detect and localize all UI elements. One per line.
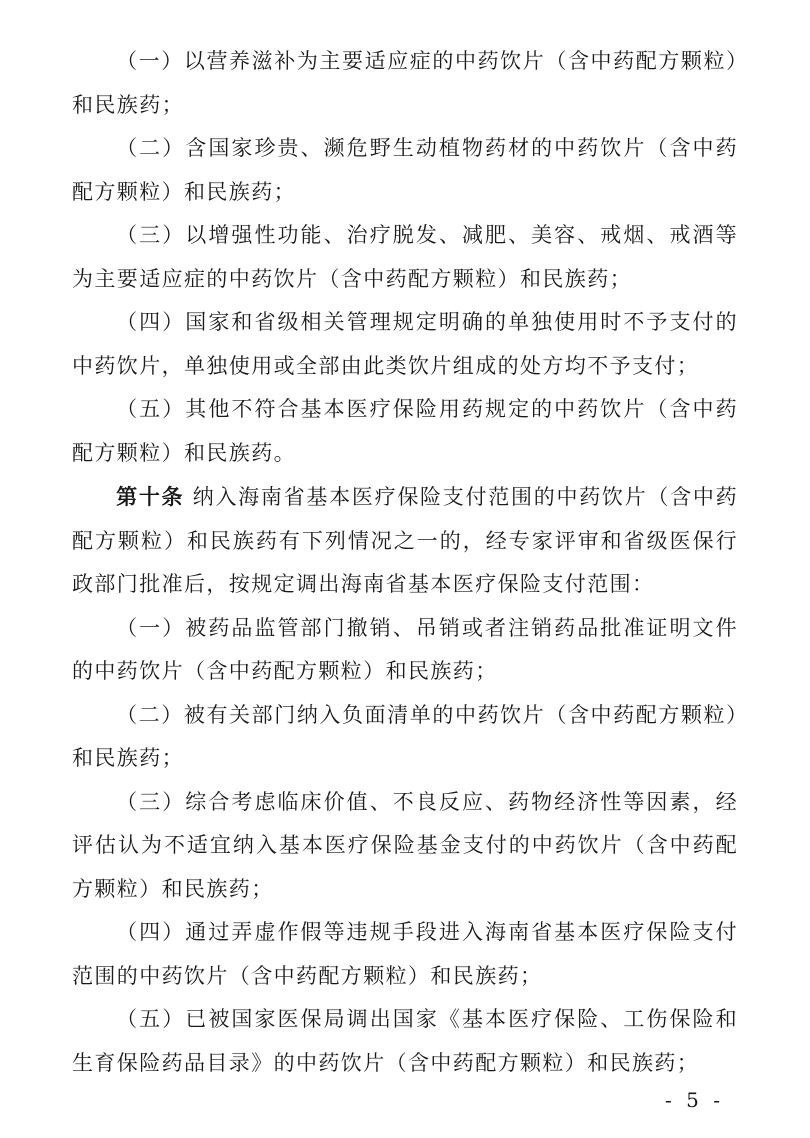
- document-body: [72, 40, 738, 1085]
- paragraph-4: [72, 301, 738, 388]
- paragraph-5: [72, 388, 738, 475]
- article-10-paragraph: [72, 475, 738, 607]
- page-number: - 5 -: [665, 1088, 724, 1112]
- paragraph-text: （三）以增强性功能、治疗脱发、减肥、美容、戒烟、戒酒等为主要适应症的中药饮片（含中药配方颗粒）和民族药；: [72, 223, 738, 291]
- paragraph-10: [72, 911, 738, 998]
- paragraph-text: （一）被药品监管部门撤销、吊销或者注销药品批准证明文件的中药饮片（含中药配方颗粒）和民族药；: [72, 615, 738, 683]
- paragraph-text: （五）其他不符合基本医疗保险用药规定的中药饮片（含中药配方颗粒）和民族药。: [72, 397, 738, 465]
- paragraph-11: [72, 998, 738, 1085]
- paragraph-text: （四）通过弄虚作假等违规手段进入海南省基本医疗保险支付范围的中药饮片（含中药配方颗粒）和民族药；: [72, 920, 738, 988]
- paragraph-text: （三）综合考虑临床价值、不良反应、药物经济性等因素，经评估认为不适宜纳入基本医疗保险基金支付的中药饮片（含中药配方颗粒）和民族药；: [72, 789, 738, 901]
- paragraph-2: [72, 127, 738, 214]
- paragraph-text: （二）含国家珍贵、濒危野生动植物药材的中药饮片（含中药配方颗粒）和民族药；: [72, 136, 738, 204]
- paragraph-3: [72, 214, 738, 301]
- article-number: 第十条: [116, 484, 185, 509]
- paragraph-text: （一）以营养滋补为主要适应症的中药饮片（含中药配方颗粒）和民族药；: [72, 49, 738, 117]
- paragraph-text: 纳入海南省基本医疗保险支付范围的中药饮片（含中药配方颗粒）和民族药有下列情况之一的，经专家评审和省级医保行政部门批准后，按规定调出海南省基本医疗保险支付范围：: [72, 485, 738, 596]
- paragraph-9: [72, 781, 738, 912]
- paragraph-1: [72, 40, 738, 127]
- paragraph-text: （四）国家和省级相关管理规定明确的单独使用时不予支付的中药饮片，单独使用或全部由此类饮片组成的处方均不予支付；: [72, 310, 738, 378]
- paragraph-text: （二）被有关部门纳入负面清单的中药饮片（含中药配方颗粒）和民族药；: [72, 702, 738, 770]
- paragraph-text: （五）已被国家医保局调出国家《基本医疗保险、工伤保险和生育保险药品目录》的中药饮片（含中药配方颗粒）和民族药；: [72, 1007, 738, 1075]
- paragraph-7: [72, 607, 738, 694]
- paragraph-8: [72, 694, 738, 781]
